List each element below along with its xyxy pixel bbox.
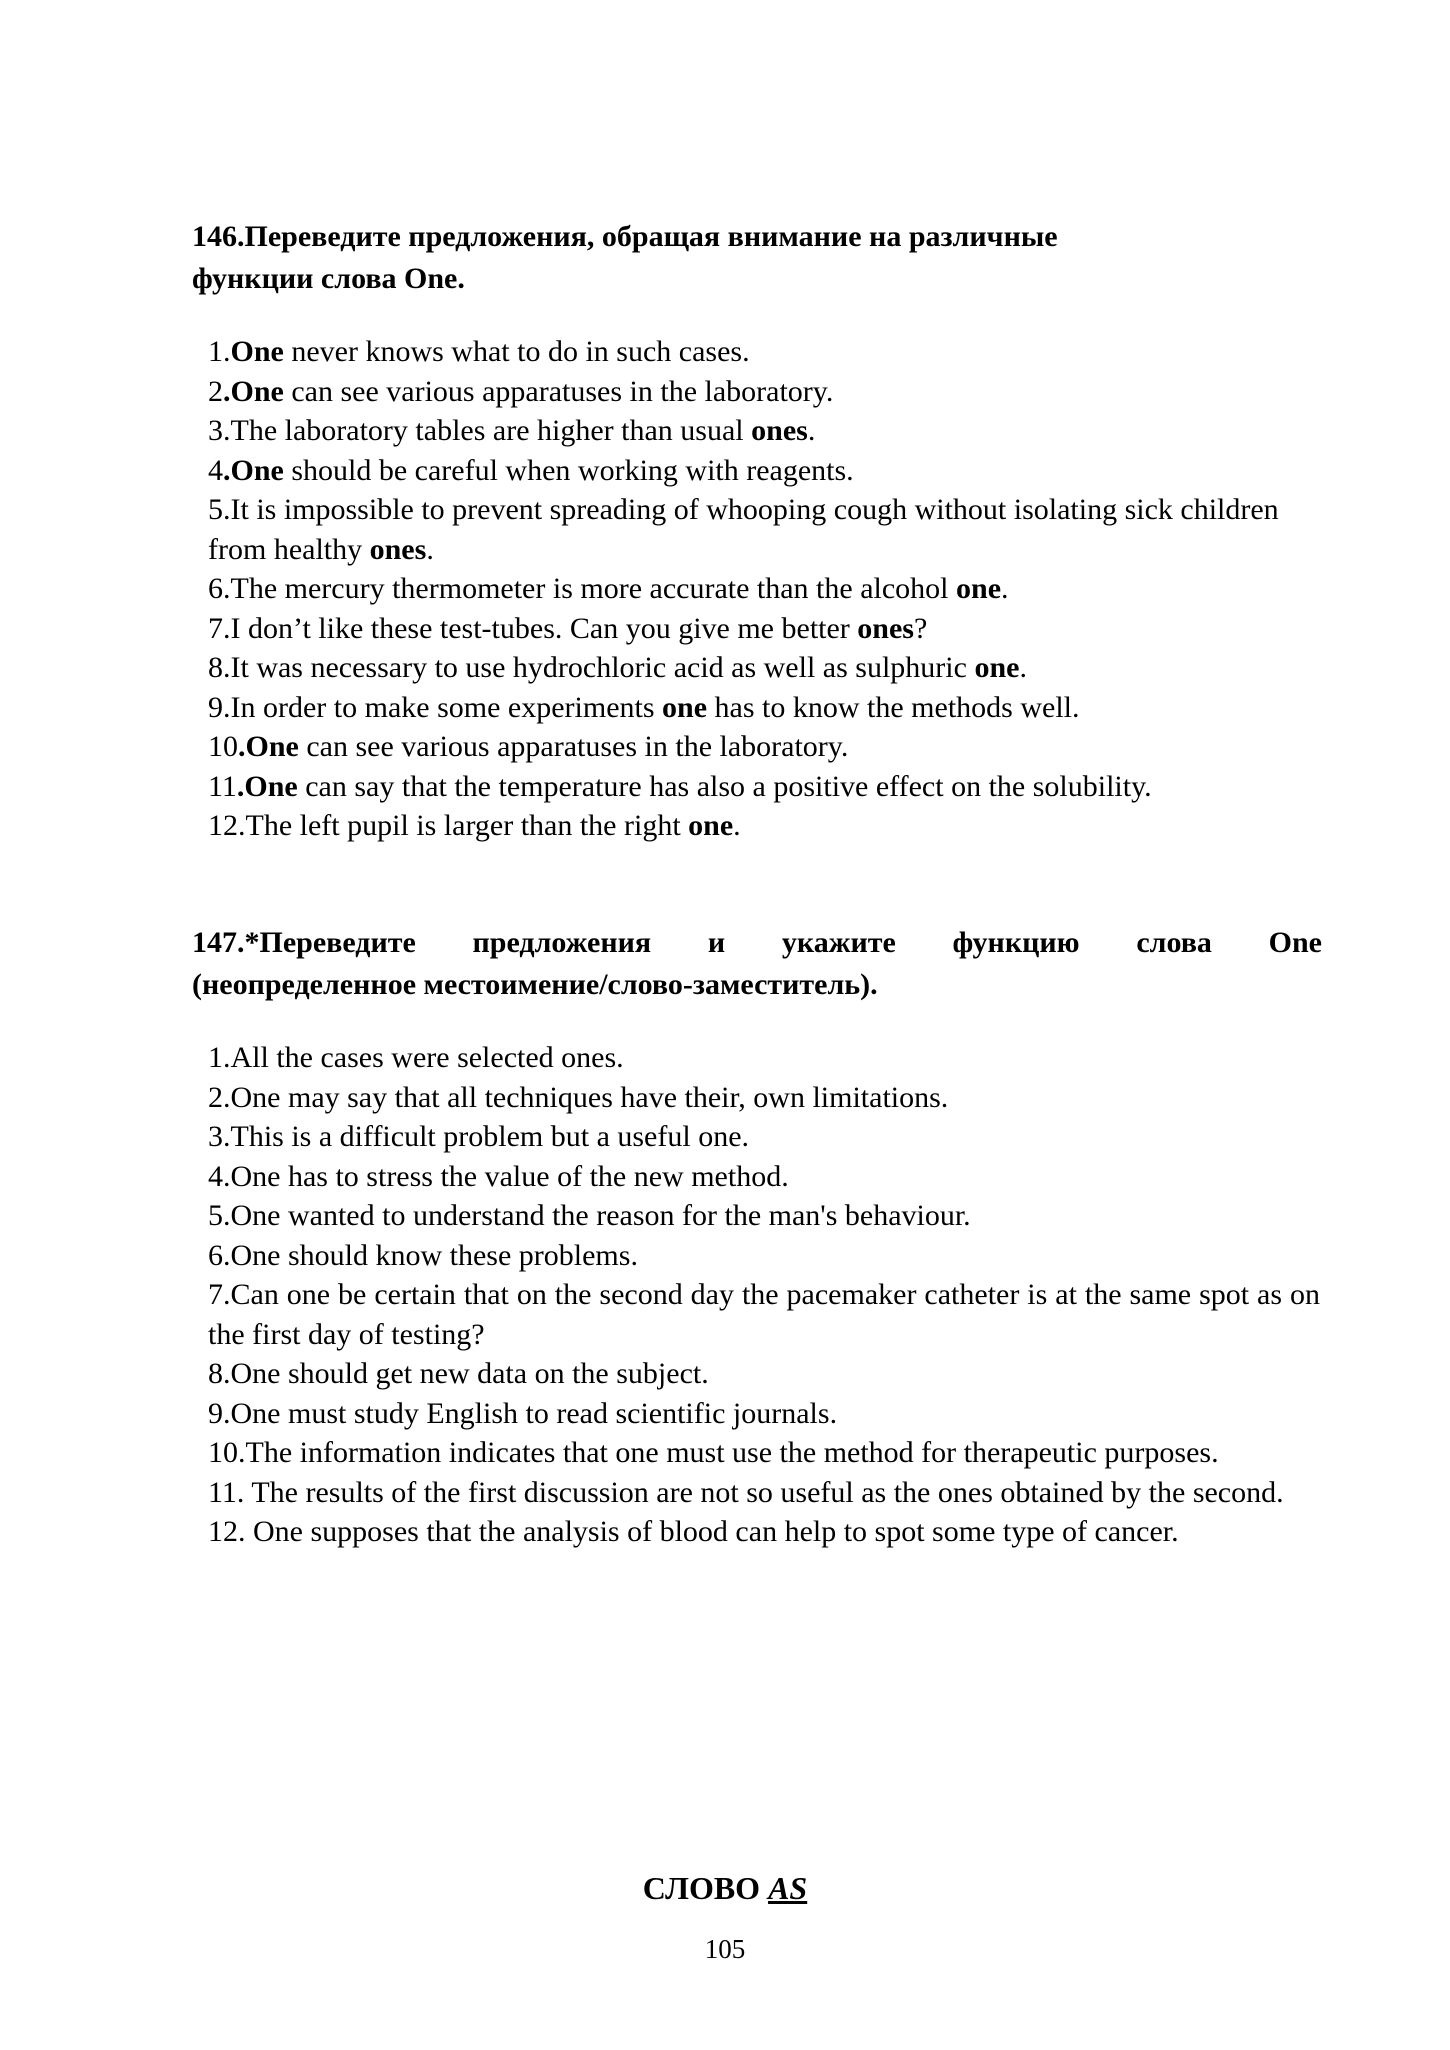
- sentence-keyword: ones: [751, 414, 808, 447]
- sentence-text-after: .: [1019, 651, 1027, 684]
- sentence-item: 3.This is a difficult problem but a useful one.: [208, 1120, 750, 1153]
- section-title: [0, 1868, 1450, 1908]
- sentence-item: [208, 767, 1320, 807]
- sentence-text-after: .: [1001, 572, 1009, 605]
- exercise-147-heading: [192, 922, 1322, 1006]
- sentence-keyword: .One: [223, 453, 284, 487]
- sentence-text-after: .: [426, 532, 434, 566]
- sentence-text-before: It was necessary to use hydrochloric acid as well as sulphuric: [230, 651, 975, 684]
- sentence-number: 8.: [208, 651, 231, 684]
- sentence-text-after: has to know the methods well.: [707, 690, 1080, 724]
- sentence-number: 11: [208, 769, 237, 803]
- sentence-text-after: can say that the temperature has also a positive effect on the solubility.: [297, 769, 1152, 803]
- sentence-item: [208, 490, 1320, 569]
- sentence-keyword: .One: [236, 769, 298, 803]
- sentence-keyword: one: [688, 809, 734, 842]
- sentence-number: 6.: [208, 572, 231, 605]
- sentence-keyword: one: [974, 651, 1020, 684]
- sentence-item: [208, 727, 1320, 767]
- sentence-item: [208, 569, 1320, 609]
- sentence-number: 2: [208, 374, 223, 408]
- sentence-text-after: should be careful when working with reagents.: [283, 453, 854, 487]
- sentence-item: [208, 688, 1320, 728]
- sentence-keyword: One: [230, 335, 284, 368]
- sentence-number: 12.: [208, 809, 246, 842]
- sentence-item: 2.One may say that all techniques have their, own limitations.: [208, 1080, 949, 1114]
- sentence-item: [208, 451, 1320, 491]
- sentence-keyword: ones: [369, 532, 427, 566]
- sentence-text-after: never knows what to do in such cases.: [283, 335, 750, 368]
- sentence-number: 3.: [208, 414, 231, 447]
- sentence-text-before: I don’t like these test-tubes. Can you give me better: [230, 611, 858, 645]
- sentence-item: 4.One has to stress the value of the new method.: [208, 1159, 789, 1193]
- sentence-keyword: one: [956, 572, 1002, 605]
- sentence-number: 1.: [208, 335, 231, 368]
- sentence-text-after: can see various apparatuses in the laboratory.: [298, 730, 849, 763]
- sentence-text-after: .: [807, 414, 816, 447]
- sentence-item: 1.All the cases were selected ones.: [208, 1041, 624, 1074]
- sentence-item: 12. One supposes that the analysis of blood can help to spot some type of cancer.: [208, 1515, 1179, 1548]
- exercise-147-title-line-1: 147.*Переведите предложения и укажите функцию слова One: [192, 926, 1322, 959]
- sentence-item: 10.The information indicates that one must use the method for therapeutic purposes.: [208, 1436, 1219, 1469]
- sentence-keyword: .One: [223, 374, 284, 408]
- sentence-number: 10: [208, 730, 238, 763]
- sentence-item: [208, 609, 1320, 649]
- exercise-146-sentence-list: [208, 332, 1320, 846]
- sentence-item: 7.Can one be certain that on the second day the pacemaker catheter is at the same spot as on the first day of testing?: [208, 1278, 1320, 1351]
- sentence-number: 7.: [208, 611, 231, 645]
- sentence-keyword: ones: [857, 611, 914, 645]
- sentence-item: [208, 411, 1320, 451]
- sentence-item: 11. The results of the first discussion are not so useful as the ones obtained by the second.: [208, 1475, 1284, 1509]
- sentence-number: 4: [208, 453, 223, 487]
- sentence-item: 9.One must study English to read scientific journals.: [208, 1396, 838, 1430]
- exercise-146-title-line-1: 146.Переведите предложения, обращая внимание на различные: [192, 220, 1058, 253]
- exercise-147-sentence-list: [208, 1038, 1320, 1552]
- sentence-text-after: can see various apparatuses in the laboratory.: [283, 374, 834, 408]
- section-title-word: AS: [768, 1870, 808, 1906]
- sentence-item: 5.One wanted to understand the reason for the man's behaviour.: [208, 1199, 971, 1232]
- sentence-text-after: .: [733, 809, 741, 842]
- sentence-number: 9.: [208, 690, 231, 724]
- sentence-keyword: .One: [238, 730, 299, 763]
- sentence-item: [208, 806, 1320, 846]
- sentence-item: 8.One should get new data on the subject.: [208, 1357, 709, 1390]
- sentence-text-before: The laboratory tables are higher than usual: [230, 414, 752, 447]
- sentence-text-before: It is impossible to prevent spreading of whooping cough without isolating sick children from healthy: [208, 493, 1279, 566]
- section-title-prefix: СЛОВО: [642, 1870, 769, 1906]
- sentence-text-before: In order to make some experiments: [230, 690, 663, 724]
- exercise-146-title-line-2: функции слова One.: [192, 262, 465, 295]
- exercise-146-heading: [192, 216, 1322, 300]
- sentence-text-before: The mercury thermometer is more accurate than the alcohol: [230, 572, 957, 605]
- sentence-text-before: The left pupil is larger than the right: [245, 809, 689, 842]
- sentence-keyword: one: [662, 690, 708, 724]
- sentence-item: [208, 332, 1320, 372]
- sentence-item: 6.One should know these problems.: [208, 1238, 638, 1272]
- exercise-147-title-line-2: (неопределенное местоимение/слово-заместитель).: [192, 968, 878, 1001]
- page-number: 105: [704, 1934, 746, 1964]
- sentence-text-after: ?: [913, 611, 928, 645]
- sentence-item: [208, 648, 1320, 688]
- sentence-number: 5.: [208, 493, 231, 526]
- sentence-item: [208, 372, 1320, 412]
